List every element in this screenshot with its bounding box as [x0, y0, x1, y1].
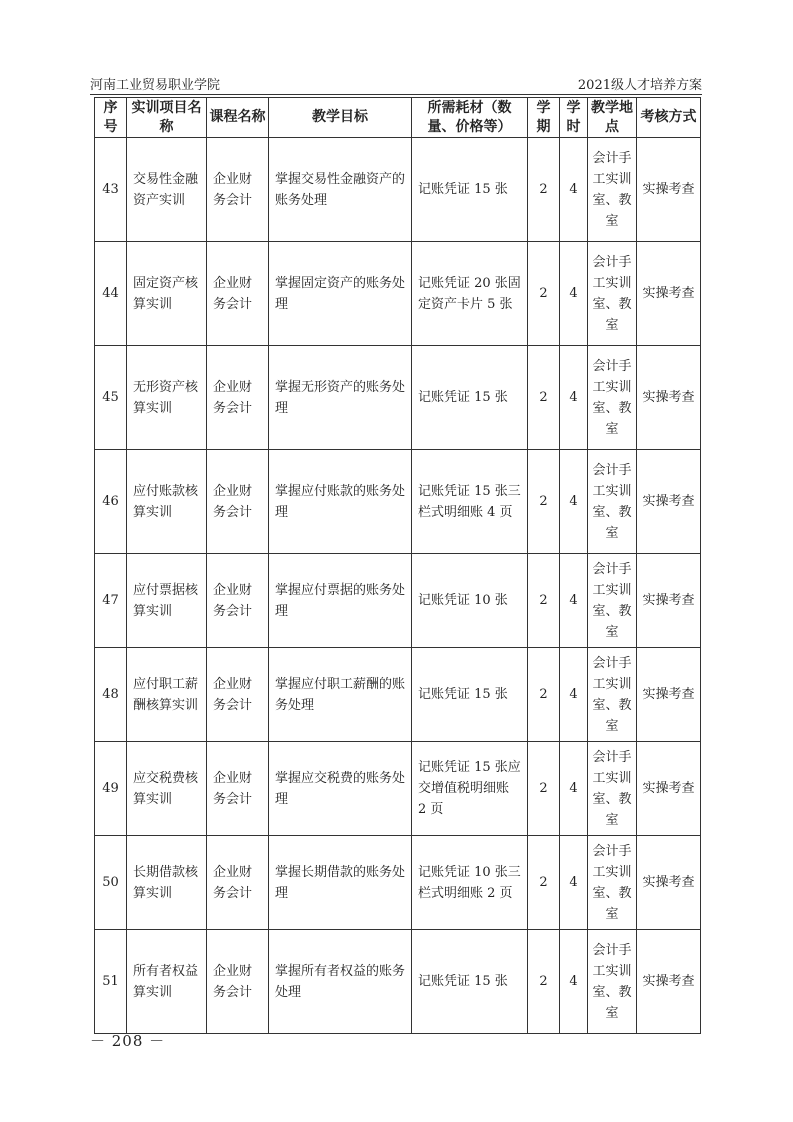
assessment: 实操考查: [637, 836, 701, 930]
table-row: [95, 450, 701, 554]
table-row: [95, 742, 701, 836]
venue: 会计手工实训室、教室: [588, 346, 637, 450]
materials: 记账凭证 15 张: [412, 648, 528, 742]
row-number: 47: [95, 554, 127, 648]
project-name: 长期借款核算实训: [127, 836, 207, 930]
row-number: 50: [95, 836, 127, 930]
teaching-goal: 掌握所有者权益的账务处理: [269, 930, 412, 1034]
term: 2: [528, 450, 560, 554]
column-header: 教学目标: [269, 98, 412, 138]
term: 2: [528, 836, 560, 930]
hours: 4: [560, 346, 588, 450]
school-name: 河南工业贸易职业学院: [90, 78, 221, 93]
teaching-goal: 掌握应付票据的账务处理: [269, 554, 412, 648]
term: 2: [528, 346, 560, 450]
course-name: 企业财务会计: [207, 450, 269, 554]
row-number: 46: [95, 450, 127, 554]
page-number: － 208 －: [90, 1032, 166, 1050]
teaching-goal: 掌握交易性金融资产的账务处理: [269, 138, 412, 242]
row-number: 51: [95, 930, 127, 1034]
hours: 4: [560, 742, 588, 836]
column-header: 序号: [95, 98, 127, 138]
table-header-row: [95, 98, 701, 138]
course-name: 企业财务会计: [207, 930, 269, 1034]
venue: 会计手工实训室、教室: [588, 930, 637, 1034]
venue: 会计手工实训室、教室: [588, 836, 637, 930]
venue: 会计手工实训室、教室: [588, 742, 637, 836]
document-title: 2021级人才培养方案: [577, 78, 702, 93]
column-header: 考核方式: [637, 98, 701, 138]
row-number: 44: [95, 242, 127, 346]
project-name: 所有者权益算实训: [127, 930, 207, 1034]
row-number: 49: [95, 742, 127, 836]
assessment: 实操考查: [637, 930, 701, 1034]
hours: 4: [560, 450, 588, 554]
hours: 4: [560, 930, 588, 1034]
project-name: 交易性金融资产实训: [127, 138, 207, 242]
venue: 会计手工实训室、教室: [588, 138, 637, 242]
project-name: 应付账款核算实训: [127, 450, 207, 554]
term: 2: [528, 138, 560, 242]
hours: 4: [560, 242, 588, 346]
term: 2: [528, 554, 560, 648]
venue: 会计手工实训室、教室: [588, 554, 637, 648]
teaching-goal: 掌握长期借款的账务处理: [269, 836, 412, 930]
project-name: 应付票据核算实训: [127, 554, 207, 648]
venue: 会计手工实训室、教室: [588, 450, 637, 554]
materials: 记账凭证 15 张三栏式明细账 4 页: [412, 450, 528, 554]
course-name: 企业财务会计: [207, 648, 269, 742]
hours: 4: [560, 554, 588, 648]
assessment: 实操考查: [637, 346, 701, 450]
table-row: [95, 242, 701, 346]
teaching-goal: 掌握无形资产的账务处理: [269, 346, 412, 450]
course-name: 企业财务会计: [207, 346, 269, 450]
table-row: [95, 930, 701, 1034]
assessment: 实操考查: [637, 450, 701, 554]
materials: 记账凭证 15 张: [412, 346, 528, 450]
hours: 4: [560, 836, 588, 930]
term: 2: [528, 742, 560, 836]
project-name: 无形资产核算实训: [127, 346, 207, 450]
teaching-goal: 掌握固定资产的账务处理: [269, 242, 412, 346]
materials: 记账凭证 10 张: [412, 554, 528, 648]
column-header: 学时: [560, 98, 588, 138]
table-row: [95, 554, 701, 648]
course-name: 企业财务会计: [207, 242, 269, 346]
teaching-goal: 掌握应付账款的账务处理: [269, 450, 412, 554]
table-row: [95, 836, 701, 930]
course-name: 企业财务会计: [207, 554, 269, 648]
project-name: 应交税费核算实训: [127, 742, 207, 836]
teaching-goal: 掌握应付职工薪酬的账务处理: [269, 648, 412, 742]
column-header: 课程名称: [207, 98, 269, 138]
assessment: 实操考查: [637, 242, 701, 346]
row-number: 45: [95, 346, 127, 450]
term: 2: [528, 242, 560, 346]
assessment: 实操考查: [637, 648, 701, 742]
row-number: 43: [95, 138, 127, 242]
venue: 会计手工实训室、教室: [588, 648, 637, 742]
course-name: 企业财务会计: [207, 138, 269, 242]
venue: 会计手工实训室、教室: [588, 242, 637, 346]
teaching-goal: 掌握应交税费的账务处理: [269, 742, 412, 836]
table-row: [95, 138, 701, 242]
materials: 记账凭证 15 张应交增值税明细账 2 页: [412, 742, 528, 836]
hours: 4: [560, 138, 588, 242]
project-name: 应付职工薪酬核算实训: [127, 648, 207, 742]
column-header: 教学地点: [588, 98, 637, 138]
column-header: 所需耗材（数量、价格等）: [412, 98, 528, 138]
term: 2: [528, 930, 560, 1034]
assessment: 实操考查: [637, 138, 701, 242]
page-header: [90, 74, 702, 95]
column-header: 实训项目名称: [127, 98, 207, 138]
course-name: 企业财务会计: [207, 742, 269, 836]
assessment: 实操考查: [637, 554, 701, 648]
term: 2: [528, 648, 560, 742]
materials: 记账凭证 20 张固定资产卡片 5 张: [412, 242, 528, 346]
materials: 记账凭证 10 张三栏式明细账 2 页: [412, 836, 528, 930]
row-number: 48: [95, 648, 127, 742]
table-row: [95, 346, 701, 450]
hours: 4: [560, 648, 588, 742]
assessment: 实操考查: [637, 742, 701, 836]
materials: 记账凭证 15 张: [412, 930, 528, 1034]
project-name: 固定资产核算实训: [127, 242, 207, 346]
course-name: 企业财务会计: [207, 836, 269, 930]
column-header: 学期: [528, 98, 560, 138]
training-table: [94, 97, 701, 1034]
table-row: [95, 648, 701, 742]
materials: 记账凭证 15 张: [412, 138, 528, 242]
